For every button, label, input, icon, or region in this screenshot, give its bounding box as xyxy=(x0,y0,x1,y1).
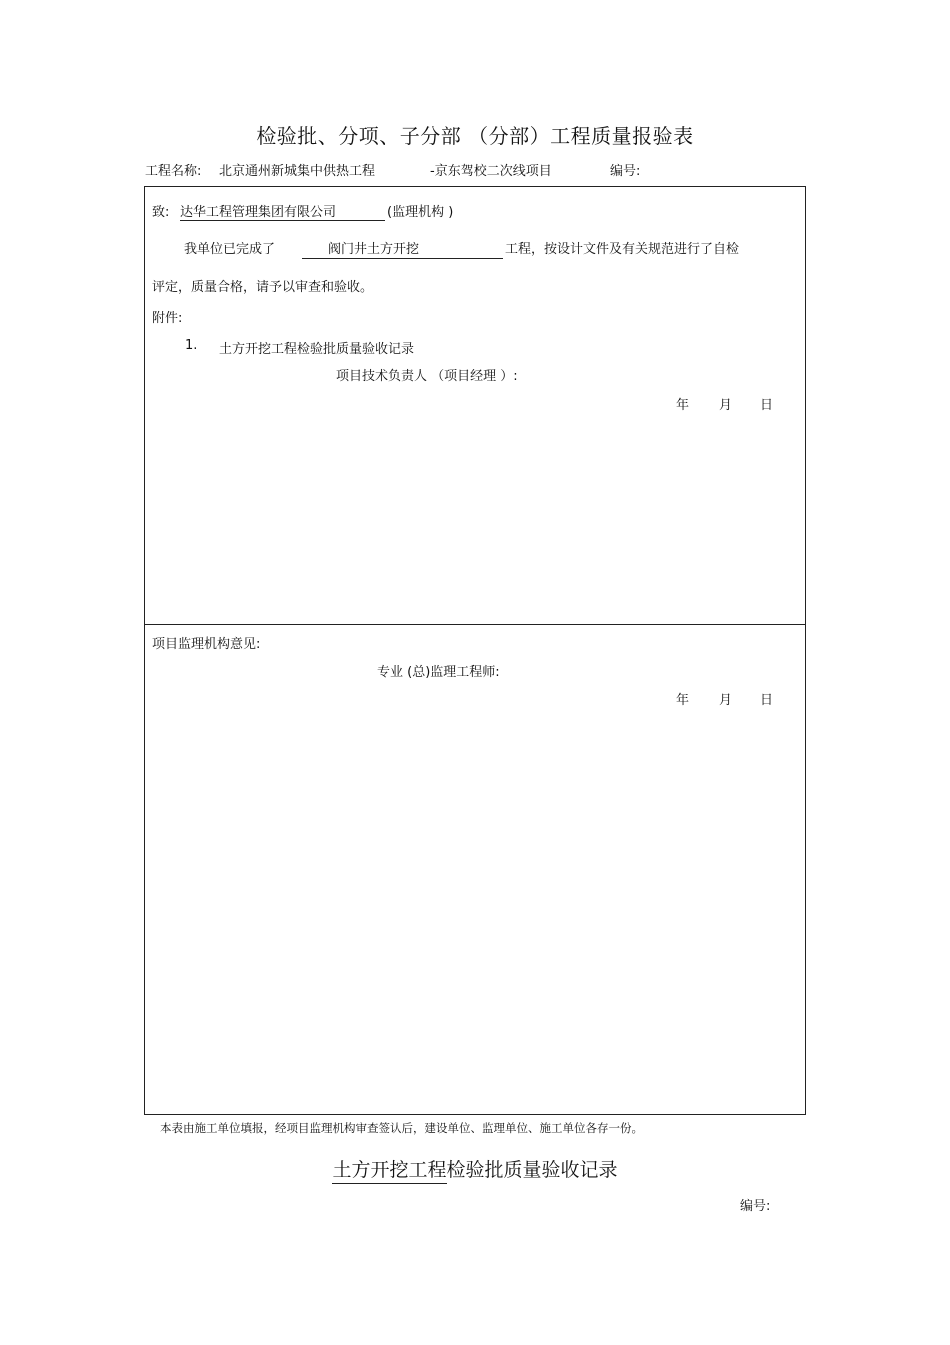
to-org: (监理机构 ) xyxy=(387,205,454,220)
opinion-label: 项目监理机构意见: xyxy=(152,637,261,652)
signer-label: 项目技术负责人 （项目经理 ）: xyxy=(336,369,518,384)
attachment-1-number: 1. xyxy=(185,338,198,353)
page-title: 检验批、分项、子分部 （分部）工程质量报验表 xyxy=(256,124,694,148)
supervision-date-year: 年 xyxy=(676,693,690,708)
to-company: 达华工程管理集团有限公司 xyxy=(180,205,337,220)
date-day: 日 xyxy=(760,398,774,413)
attachment-1-text: 土方开挖工程检验批质量验收记录 xyxy=(219,342,415,357)
to-label: 致: xyxy=(152,205,170,220)
completed-prefix: 我单位已完成了 xyxy=(184,242,276,257)
attachments-label: 附件: xyxy=(152,311,183,326)
submission-section xyxy=(144,186,806,625)
to-company-field xyxy=(180,201,385,221)
record-title xyxy=(0,1155,950,1184)
completed-line2: 评定，质量合格，请予以审查和验收。 xyxy=(152,280,374,295)
work-item-field xyxy=(302,238,503,259)
footer-note: 本表由施工单位填报，经项目监理机构审查签认后，建设单位、监理单位、施工单位各存一份。 xyxy=(160,1121,643,1135)
date-year: 年 xyxy=(676,398,690,413)
supervision-date-day: 日 xyxy=(760,693,774,708)
record-title-rest: 检验批质量验收记录 xyxy=(446,1159,618,1181)
project-name-label: 工程名称: xyxy=(145,164,202,179)
completed-suffix: 工程，按设计文件及有关规范进行了自检 xyxy=(505,242,740,257)
supervision-section xyxy=(144,624,806,1115)
project-name-part1: 北京通州新城集中供热工程 xyxy=(219,164,376,179)
form-number-label: 编号: xyxy=(610,164,641,179)
engineer-label: 专业 (总)监理工程师: xyxy=(377,665,500,680)
record-number-label: 编号: xyxy=(740,1199,771,1214)
supervision-date-month: 月 xyxy=(719,693,733,708)
date-month: 月 xyxy=(719,398,733,413)
project-name-part2: -京东驾校二次线项目 xyxy=(430,164,552,179)
work-item: 阀门井土方开挖 xyxy=(328,242,420,257)
record-title-underlined: 土方开挖工程 xyxy=(332,1155,446,1184)
